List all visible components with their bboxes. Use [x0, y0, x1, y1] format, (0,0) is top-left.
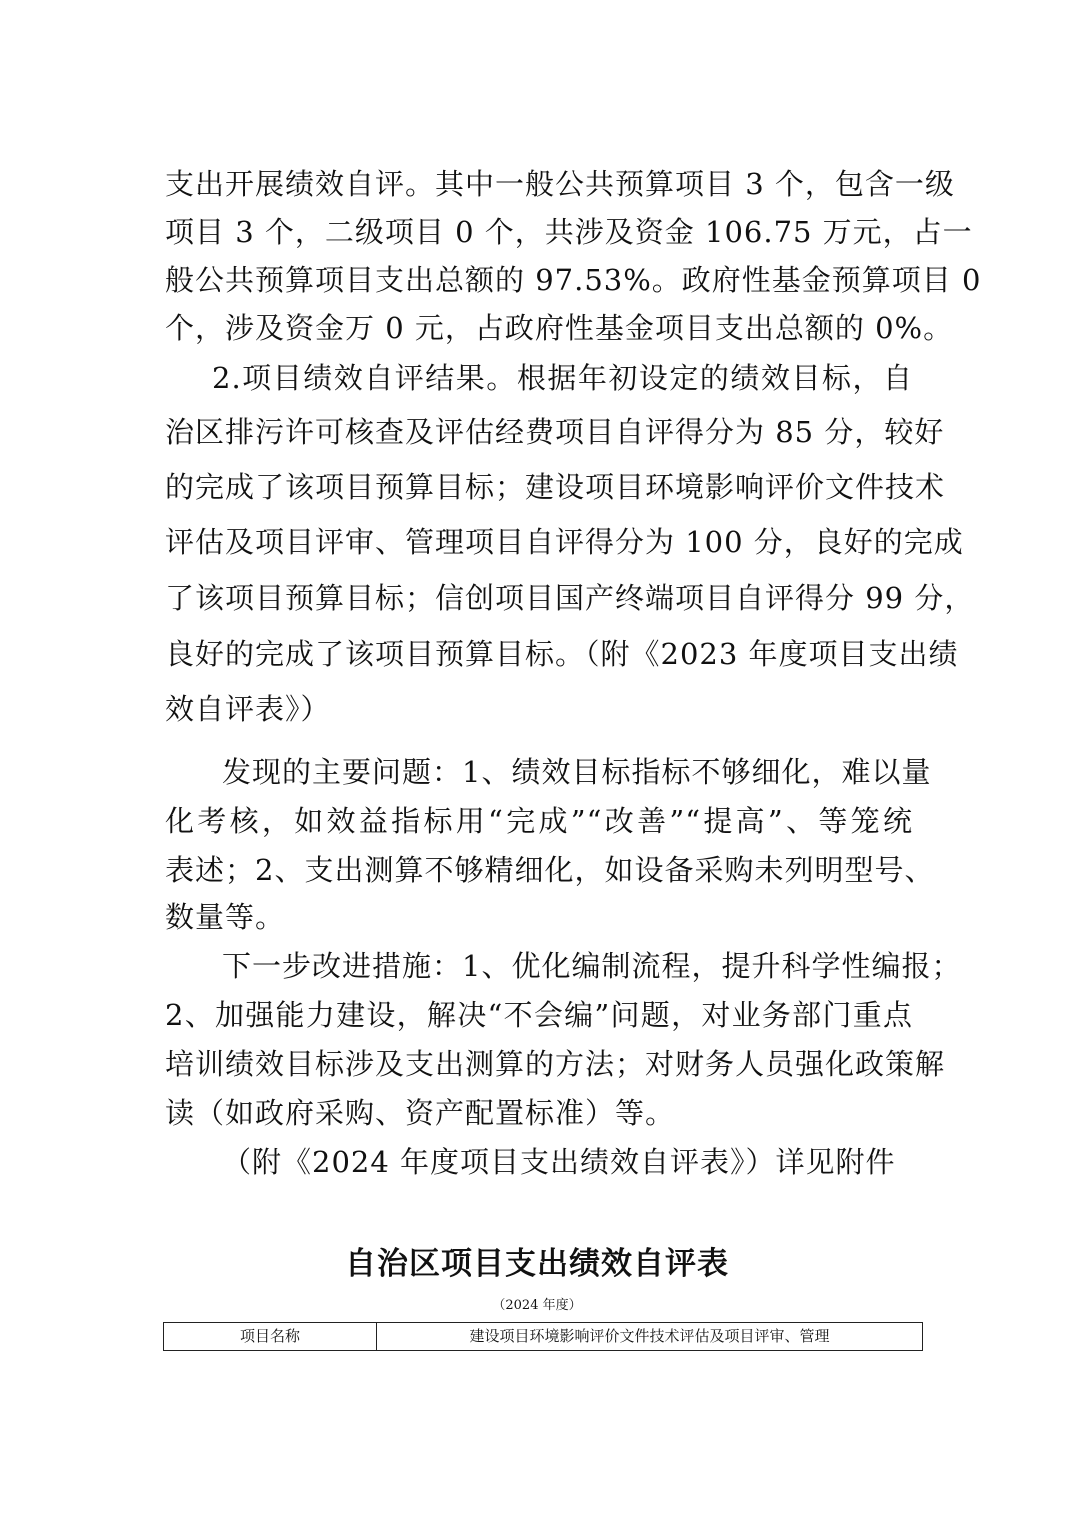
table-title: 自治区项目支出绩效自评表: [345, 1246, 729, 1282]
paragraph-line: 发现的主要问题：1、绩效目标指标不够细化，难以量: [222, 755, 932, 789]
paragraph-line: 评估及项目评审、管理项目自评得分为 100 分，良好的完成: [165, 525, 964, 559]
paragraph-line: 支出开展绩效自评。其中一般公共预算项目 3 个，包含一级: [165, 167, 955, 201]
paragraph-line: 培训绩效目标涉及支出测算的方法；对财务人员强化政策解: [165, 1047, 946, 1081]
paragraph-line: 项目 3 个，二级项目 0 个，共涉及资金 106.75 万元，占一: [165, 215, 973, 249]
evaluation-table: [163, 1322, 923, 1351]
paragraph-line: （附《2024 年度项目支出绩效自评表》）详见附件: [222, 1145, 896, 1179]
paragraph-line: 读（如政府采购、资产配置标准）等。: [165, 1096, 676, 1130]
project-name-label: 项目名称: [164, 1323, 377, 1351]
paragraph-line: 治区排污许可核查及评估经费项目自评得分为 85 分，较好: [165, 415, 945, 449]
paragraph-line: 2、加强能力建设，解决“不会编”问题，对业务部门重点: [165, 998, 913, 1032]
paragraph-line: 2.项目绩效自评结果。根据年初设定的绩效目标，自: [212, 361, 913, 395]
paragraph-line: 效自评表》）: [165, 692, 331, 726]
paragraph-line: 化考核，如效益指标用“完成”“改善”“提高”、等笼统: [165, 804, 913, 838]
paragraph-line: 表述；2、支出测算不够精细化，如设备采购未列明型号、: [165, 853, 935, 887]
paragraph-line: 了该项目预算目标；信创项目国产终端项目自评得分 99 分，: [165, 581, 975, 615]
paragraph-line: 下一步改进措施：1、优化编制流程，提升科学性编报；: [222, 949, 962, 983]
paragraph-line: 般公共预算项目支出总额的 97.53%。政府性基金预算项目 0: [165, 263, 982, 297]
table-year-note: （2024 年度）: [492, 1298, 582, 1313]
table-row: [164, 1323, 923, 1351]
paragraph-line: 的完成了该项目预算目标；建设项目环境影响评价文件技术: [165, 470, 946, 504]
project-name-value: 建设项目环境影响评价文件技术评估及项目评审、管理: [377, 1323, 923, 1351]
paragraph-line: 数量等。: [165, 900, 286, 934]
paragraph-line: 个，涉及资金万 0 元，占政府性基金项目支出总额的 0%。: [165, 311, 954, 345]
paragraph-line: 良好的完成了该项目预算目标。（附《2023 年度项目支出绩: [165, 637, 959, 671]
